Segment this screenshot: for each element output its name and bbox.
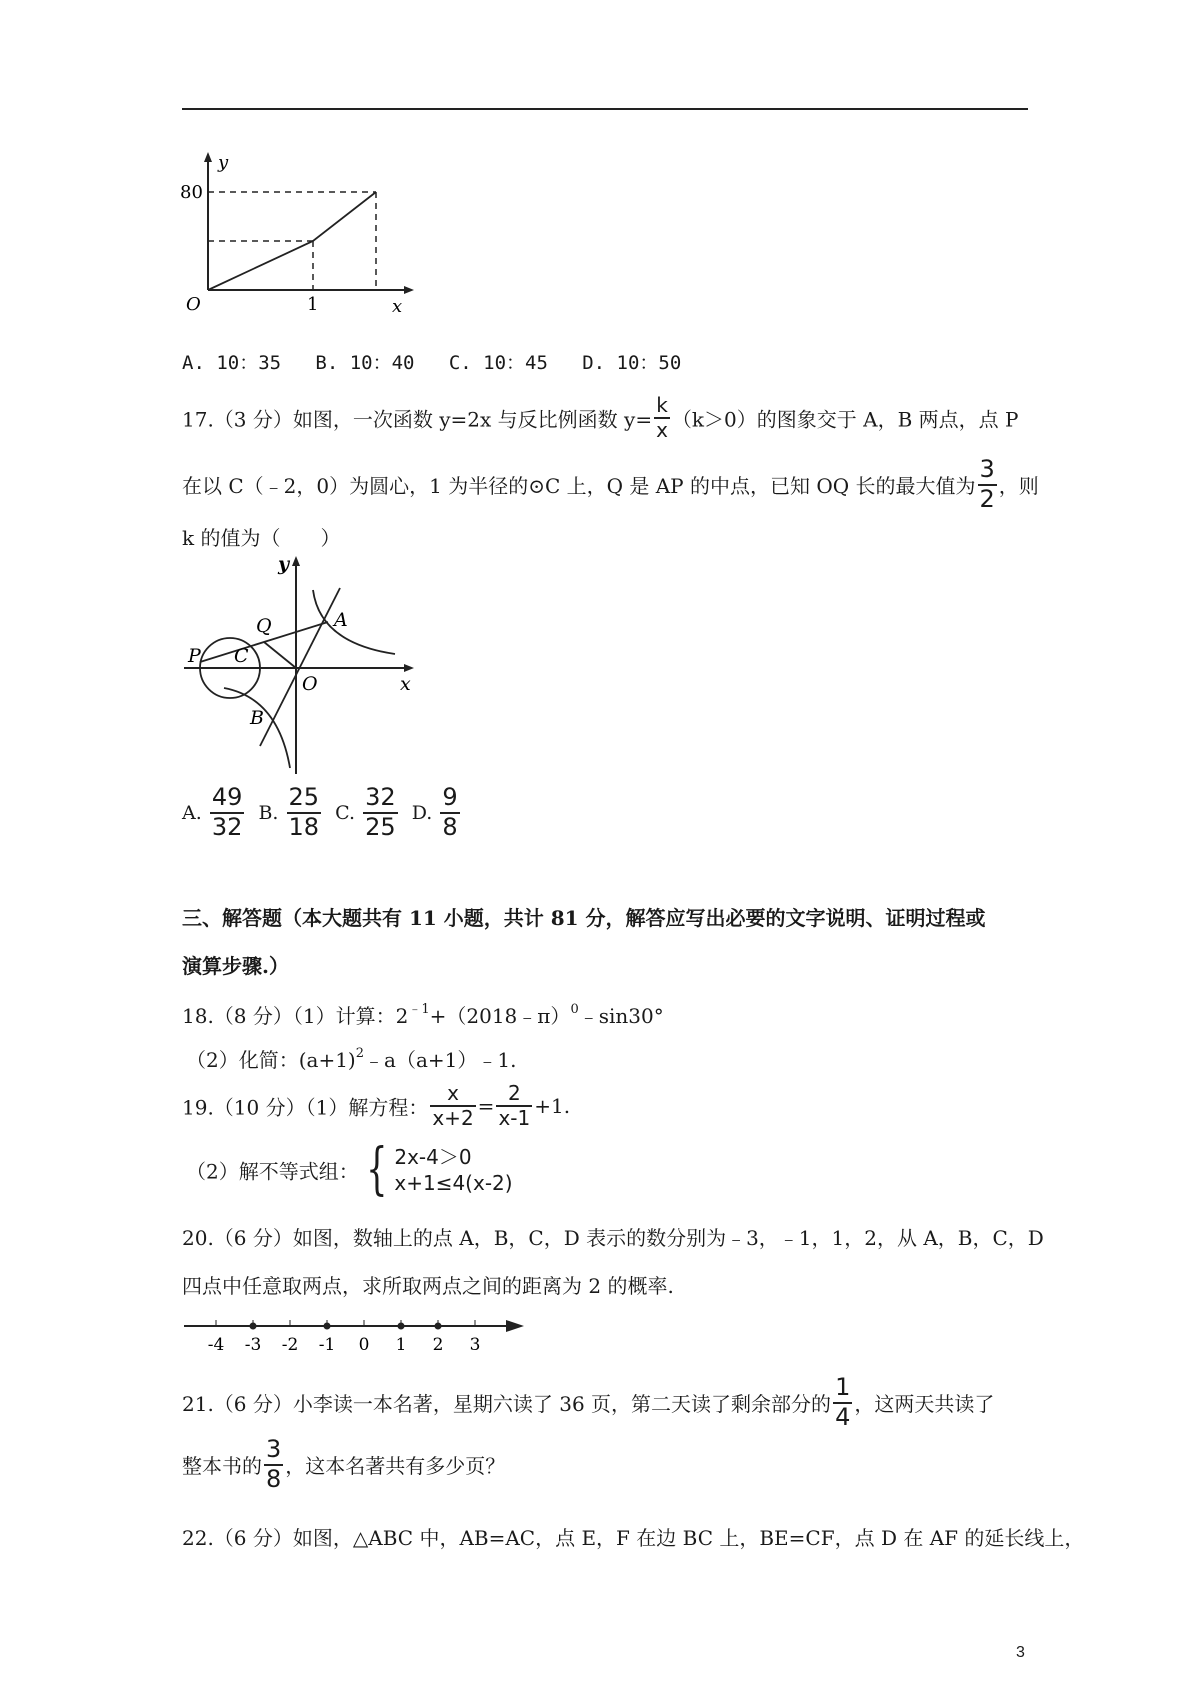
q16-y-arrow bbox=[204, 152, 212, 162]
frac-den: x-1 bbox=[498, 1106, 531, 1130]
q17-label-x: x bbox=[400, 673, 411, 695]
q21-frac1 bbox=[833, 1374, 852, 1431]
q16-option-b[interactable]: B. 10：40 bbox=[315, 352, 415, 374]
frac-num: x bbox=[430, 1082, 475, 1107]
frac-num: 3 bbox=[978, 456, 997, 486]
q21-text-a: 21.（6 分）小李读一本名著，星期六读了 36 页，第二天读了剩余部分的 bbox=[182, 1392, 832, 1417]
q19-frac1 bbox=[430, 1082, 475, 1130]
q19-part1 bbox=[182, 1082, 570, 1130]
q17-y-arrow bbox=[292, 556, 300, 566]
frac-num: 2 bbox=[496, 1082, 532, 1107]
q18-part2 bbox=[186, 1044, 516, 1073]
q19-p1-a: 19.（10 分）（1）解方程： bbox=[182, 1095, 429, 1120]
frac-den: 25 bbox=[365, 812, 396, 841]
q17-frac-max bbox=[978, 456, 997, 513]
q19-frac2 bbox=[496, 1082, 532, 1130]
q16-x-tick: 1 bbox=[307, 294, 319, 315]
q16-graph bbox=[180, 150, 420, 320]
inequality-2: x+1≤4(x-2) bbox=[394, 1171, 513, 1195]
option-frac bbox=[210, 784, 245, 841]
q19-part2 bbox=[186, 1137, 513, 1202]
number-line-point bbox=[435, 1323, 442, 1330]
page-number: 3 bbox=[1016, 1644, 1025, 1661]
q17-text-b: （k＞0）的图象交于 A，B 两点，点 P bbox=[671, 407, 1019, 432]
q17-label-b: B bbox=[250, 707, 264, 729]
q16-y-tick: 80 bbox=[180, 182, 203, 203]
header-rule bbox=[182, 108, 1028, 110]
frac-den: 8 bbox=[442, 812, 458, 841]
frac-den: 18 bbox=[288, 812, 320, 841]
q17-text-a: 17.（3 分）如图，一次函数 y=2x 与反比例函数 y= bbox=[182, 407, 653, 432]
inequality-1: 2x-4＞0 bbox=[394, 1145, 472, 1169]
q17-label-y: y bbox=[278, 553, 290, 575]
q17-option-a[interactable] bbox=[182, 783, 246, 841]
number-line-point bbox=[324, 1323, 331, 1330]
q18-p1-a: 18.（8 分）（1）计算：2 bbox=[182, 1004, 409, 1028]
q20-number-line bbox=[180, 1312, 540, 1358]
q17-text-c: 在以 C（﹣2，0）为圆心，1 为半径的⊙C 上，Q 是 AP 的中点，已知 OQ 长的最大值为 bbox=[182, 474, 976, 499]
option-label: C. bbox=[335, 801, 356, 824]
q17-label-o: O bbox=[302, 673, 318, 695]
inequality-system bbox=[394, 1144, 512, 1196]
q18-p2-sup: 2 bbox=[355, 1046, 365, 1061]
q18-p1-sup2: 0 bbox=[570, 1002, 579, 1017]
q17-x-arrow bbox=[404, 664, 414, 672]
q17-label-a: A bbox=[334, 609, 348, 631]
number-line-tick-label: 2 bbox=[432, 1335, 444, 1355]
frac-num: 9 bbox=[440, 784, 459, 814]
q17-options bbox=[182, 784, 462, 841]
number-line-tick-label: -2 bbox=[281, 1335, 299, 1355]
frac-den: 2 bbox=[979, 484, 995, 513]
q17-option-b[interactable] bbox=[258, 783, 323, 841]
q21-text-d: ，这本名著共有多少页？ bbox=[285, 1454, 506, 1479]
q17-label-q: Q bbox=[256, 615, 272, 637]
number-line-tick-label: -4 bbox=[207, 1335, 225, 1355]
q17-figure bbox=[180, 548, 420, 778]
option-frac bbox=[363, 784, 398, 841]
q17-line2 bbox=[182, 456, 1039, 513]
q17-option-c[interactable] bbox=[335, 783, 400, 841]
option-label: B. bbox=[258, 801, 279, 824]
q19-p1-b: +1. bbox=[534, 1094, 571, 1118]
option-label: A. bbox=[182, 801, 202, 824]
q16-option-c[interactable]: C. 10：45 bbox=[448, 352, 548, 374]
q21-line1 bbox=[182, 1374, 994, 1431]
frac-den: 8 bbox=[266, 1464, 282, 1493]
number-line-tick-label: 1 bbox=[395, 1335, 407, 1355]
number-line-tick-label: -3 bbox=[244, 1335, 262, 1355]
q16-option-a[interactable]: A. 10：35 bbox=[182, 352, 282, 374]
q16-origin: O bbox=[186, 294, 201, 315]
q19-p2-a: （2）解不等式组： bbox=[186, 1159, 359, 1184]
section3-heading-line1: 三、解答题（本大题共有 11 小题，共计 81 分，解答应写出必要的文字说明、证明过程或 bbox=[182, 906, 986, 930]
option-label: D. bbox=[411, 801, 433, 824]
q18-p2-b: ﹣a（a+1）﹣1. bbox=[364, 1048, 517, 1072]
q16-options bbox=[182, 348, 681, 375]
q16-y-label: y bbox=[218, 152, 229, 173]
q17-text-d: ，则 bbox=[998, 474, 1039, 499]
q21-text-b: ，这两天共读了 bbox=[854, 1392, 995, 1417]
q18-p1-c: ﹣sin30° bbox=[578, 1004, 664, 1028]
number-line-point bbox=[398, 1323, 405, 1330]
q20-line1: 20.（6 分）如图，数轴上的点 A，B，C，D 表示的数分别为﹣3，﹣1，1，2，从 A，B，C，D bbox=[182, 1226, 1044, 1250]
option-frac bbox=[440, 784, 459, 841]
q17-segment-oq bbox=[264, 642, 296, 668]
q16-option-d[interactable]: D. 10：50 bbox=[582, 352, 682, 374]
q21-text-c: 整本书的 bbox=[182, 1454, 262, 1479]
option-frac bbox=[287, 784, 322, 841]
frac-num: 3 bbox=[264, 1436, 283, 1466]
q22-line1: 22.（6 分）如图，△ABC 中，AB=AC，点 E，F 在边 BC 上，BE=CF，点 D 在 AF 的延长线上， bbox=[182, 1526, 1085, 1550]
number-line-tick-label: 3 bbox=[469, 1335, 481, 1355]
number-line-arrow bbox=[506, 1320, 524, 1332]
q18-part1 bbox=[182, 998, 664, 1029]
q19-eq: = bbox=[477, 1094, 495, 1118]
q20-line2: 四点中任意取两点，求所取两点之间的距离为 2 的概率. bbox=[182, 1274, 674, 1298]
q18-p1-b: +（2018﹣π） bbox=[429, 1004, 571, 1028]
q17-label-p: P bbox=[188, 645, 201, 667]
q21-line2 bbox=[182, 1436, 505, 1493]
q17-option-d[interactable] bbox=[411, 783, 462, 841]
q16-x-arrow bbox=[404, 286, 414, 294]
frac-num: 25 bbox=[287, 784, 322, 814]
q17-line1 bbox=[182, 394, 1018, 442]
q16-x-label: x bbox=[392, 296, 403, 317]
q17-label-c: C bbox=[234, 645, 249, 667]
frac-den: 32 bbox=[211, 812, 243, 841]
q17-frac-k bbox=[654, 394, 670, 442]
frac-num: 1 bbox=[833, 1374, 852, 1404]
number-line-tick-label: 0 bbox=[358, 1335, 370, 1355]
frac-den: 4 bbox=[835, 1402, 851, 1431]
q18-p2-a: （2）化简：(a+1) bbox=[186, 1048, 356, 1072]
section3-heading-line2: 演算步骤.） bbox=[182, 954, 289, 978]
q17-line3: k 的值为（ ） bbox=[182, 526, 341, 550]
number-line-point bbox=[250, 1323, 257, 1330]
q21-frac2 bbox=[264, 1436, 283, 1493]
system-brace: { bbox=[365, 1137, 388, 1202]
frac-num: 32 bbox=[363, 784, 398, 814]
number-line-tick-label: -1 bbox=[318, 1335, 336, 1355]
frac-num: k bbox=[654, 394, 670, 419]
frac-num: 49 bbox=[210, 784, 245, 814]
q18-p1-sup1: ﹣1 bbox=[408, 1002, 430, 1017]
frac-den: x bbox=[656, 418, 668, 442]
frac-den: x+2 bbox=[432, 1106, 474, 1130]
